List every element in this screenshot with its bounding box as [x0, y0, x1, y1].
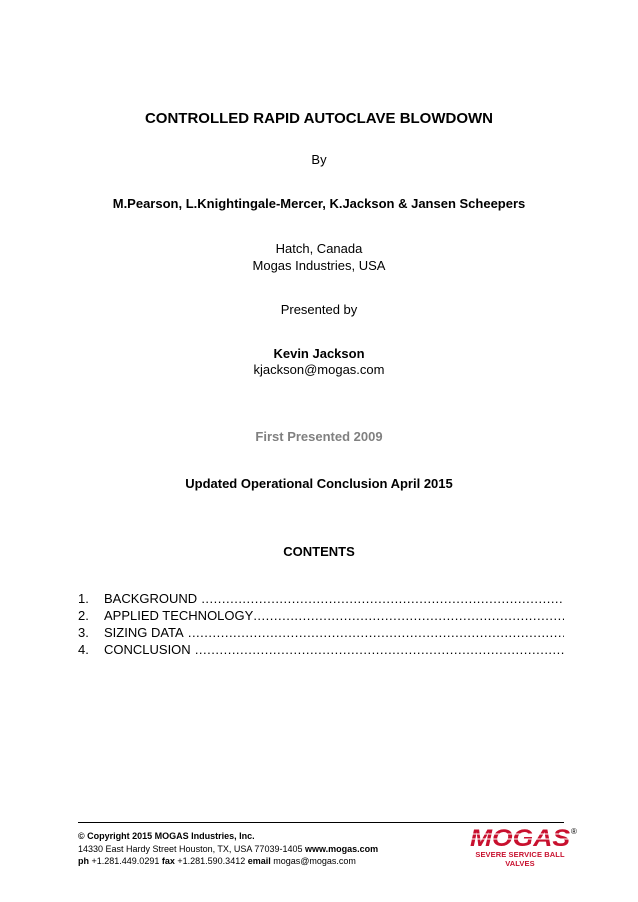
contents-heading: CONTENTS: [283, 544, 355, 559]
updated-conclusion: Updated Operational Conclusion April 2015: [185, 476, 453, 491]
website-link[interactable]: www.mogas.com: [305, 844, 379, 854]
first-presented: First Presented 2009: [255, 429, 383, 444]
phone-number: +1.281.449.0291: [91, 856, 160, 866]
authors: M.Pearson, L.Knightingale-Mercer, K.Jackson & Jansen Scheepers: [112, 196, 526, 211]
mogas-logo-mark: [468, 825, 580, 851]
email-label: email: [247, 856, 271, 866]
table-of-contents: [78, 591, 564, 659]
presented-by-label: Presented by: [280, 302, 358, 317]
copyright: © Copyright 2015 MOGAS Industries, Inc.: [78, 831, 255, 841]
presenter-email[interactable]: kjackson@mogas.com: [253, 362, 385, 377]
address: 14330 East Hardy Street Houston, TX, USA 77039-1405: [78, 844, 303, 854]
presenter-name: Kevin Jackson: [273, 346, 365, 361]
toc-item-background[interactable]: [78, 591, 564, 608]
footer-divider: [78, 822, 564, 823]
logo-tagline: SEVERE SERVICE BALL VALVES: [475, 850, 565, 868]
toc-item-conclusion[interactable]: [78, 642, 564, 659]
toc-item-sizing-data[interactable]: [78, 625, 564, 642]
toc-number: 4.: [78, 642, 89, 657]
fax-number: +1.281.590.3412: [177, 856, 246, 866]
toc-number: 1.: [78, 591, 89, 606]
document-title: CONTROLLED RAPID AUTOCLAVE BLOWDOWN: [144, 110, 494, 127]
toc-leader-dots: [184, 625, 564, 640]
toc-leader-dots: [197, 591, 564, 606]
toc-leader-dots: [253, 608, 564, 623]
footer-email[interactable]: mogas@mogas.com: [273, 856, 356, 866]
by-label: By: [311, 152, 327, 167]
affiliation-hatch: Hatch, Canada: [275, 241, 363, 256]
toc-label: SIZING DATA: [104, 625, 184, 640]
address-line: [78, 843, 458, 855]
affiliation-mogas: Mogas Industries, USA: [252, 258, 386, 273]
toc-leader-dots: [191, 642, 564, 657]
contact-line: [78, 855, 458, 867]
logo-text: MOGAS: [470, 825, 570, 851]
toc-number: 3.: [78, 625, 89, 640]
registered-mark: ®: [571, 827, 577, 836]
footer: [78, 830, 458, 867]
fax-label: fax: [161, 856, 175, 866]
toc-label: APPLIED TECHNOLOGY: [104, 608, 254, 623]
toc-label: BACKGROUND: [104, 591, 198, 606]
toc-item-applied-technology[interactable]: [78, 608, 564, 625]
toc-number: 2.: [78, 608, 89, 623]
toc-label: CONCLUSION: [104, 642, 191, 657]
phone-label: ph: [78, 856, 89, 866]
